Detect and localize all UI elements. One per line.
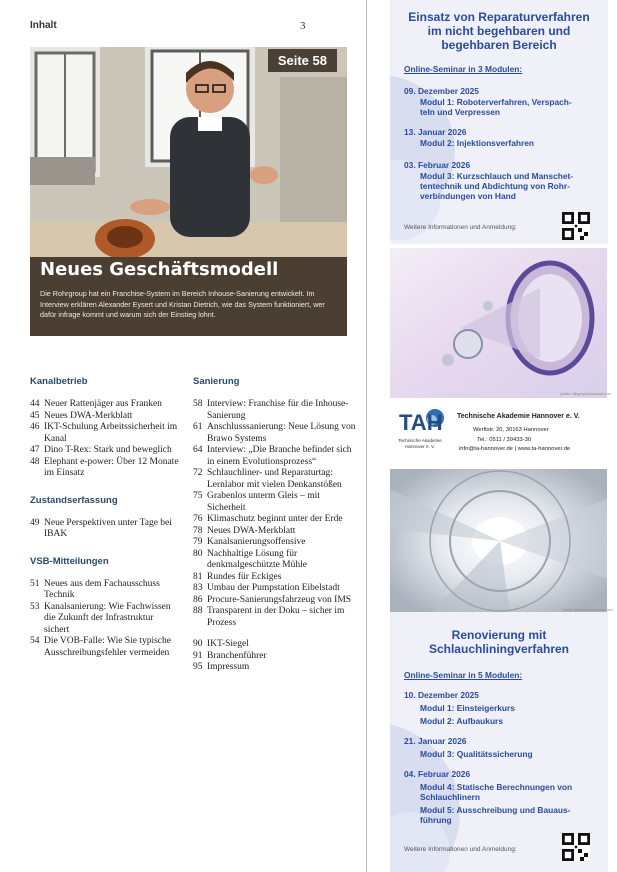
toc-heading: VSB-Mitteilungen [30, 555, 109, 567]
seminar-date: 09. Dezember 2025 [404, 86, 479, 96]
seminar-module: Modul 5: Ausschreibung und Bauaus- führung [420, 805, 571, 825]
ad-subtitle: Online-Seminar in 5 Modulen: [404, 670, 523, 680]
feature-text: Die Rohrgroup hat ein Franchise-System im Bereich Inhouse-Sanierung entwickelt. Im Interview erklären Alexander Eysert und Kristan Dietrich, wie das System funktioniert, wer dafür infrage kommt und warum sich der Einstieg lohnt. [40, 289, 325, 319]
toc-entry[interactable]: 80 Nachhaltige Lösung für denkmalgeschützte Mühle [193, 548, 307, 570]
toc-entry[interactable]: 49 Neue Perspektiven unter Tage bei IBAK [30, 517, 172, 539]
seminar-date: 10. Dezember 2025 [404, 690, 479, 700]
toc-entry[interactable]: 72 Schlauchliner- und Reparaturtag: Lernlabor mit vielen Denkanstößen [193, 468, 342, 490]
more-info-text: Weitere Informationen und Anmeldung: [404, 846, 517, 853]
toc-entry[interactable]: 78 Neues DWA-Merkblatt [193, 525, 296, 536]
toc-entry[interactable]: 54 Die VOB-Falle: Wie Sie typische Ausschreibungsfehler vermeiden [30, 636, 171, 658]
qr-code-icon[interactable] [562, 833, 590, 861]
toc-heading: Sanierung [193, 376, 240, 387]
page-divider [366, 0, 367, 872]
seminar-ad-lining[interactable] [390, 612, 608, 872]
tah-name: Technische Akademie Hannover e. V. [457, 413, 580, 420]
qr-code-icon[interactable] [562, 212, 590, 240]
seminar-module: Modul 3: Kurzschlauch und Manschet- tentechnik und Abdichtung von Rohr- verbindungen von Hand [420, 171, 574, 201]
toc-entry[interactable]: 46 IKT-Schulung Arbeitssicherheit im Kanal [30, 422, 178, 444]
seminar-ad-repair[interactable] [390, 0, 608, 244]
seminar-module: Modul 2: Injektionsverfahren [420, 138, 535, 148]
toc-column-right [193, 376, 358, 674]
ad-title: Renovierung mit Schlauchliningverfahren [428, 628, 570, 656]
feature-teaser[interactable] [30, 47, 347, 336]
seminar-date: 21. Januar 2026 [404, 736, 467, 746]
seminar-module: Modul 2: Aufbaukurs [420, 716, 503, 726]
toc-entry[interactable]: 86 Procure-Sanierungsfahrzeug von IMS [193, 594, 352, 605]
toc-entry[interactable]: 44 Neuer Rattenjäger aus Franken [30, 399, 162, 409]
seminar-module: Modul 3: Qualitätssicherung [420, 749, 533, 759]
toc-entry[interactable]: 45 Neues DWA-Merkblatt [30, 410, 133, 421]
toc-entry[interactable]: 61 Anschlusssanierung: Neue Lösung von Brawo Systems [193, 422, 356, 444]
pipe-liner-image [390, 469, 607, 614]
toc-entry[interactable]: 76 Klimaschutz beginnt unter der Erde [193, 514, 343, 524]
toc-entry[interactable]: 83 Umbau der Pumpstation Eibelstadt [193, 583, 340, 593]
seminar-module: Modul 1: Roboterverfahren, Verspach- teln und Verpressen [420, 97, 572, 117]
tah-address: Werftstr. 20, 30163 Hannover [473, 427, 549, 433]
toc-heading: Zustandserfassung [30, 494, 118, 506]
toc-entry[interactable]: 79 Kanalsanierungsoffensive [193, 537, 306, 547]
seminar-date: 04. Februar 2026 [404, 769, 471, 779]
toc-column-left [30, 376, 180, 659]
section-header: Inhalt [30, 20, 57, 31]
toc-entry[interactable]: 88 Transparent in der Doku – sicher im Prozess [193, 606, 345, 628]
seminar-module: Modul 4: Statische Berechnungen von Schlauchlinern [420, 782, 573, 802]
page-badge: Seite 58 [268, 49, 337, 72]
toc-entry[interactable]: 53 Kanalsanierung: Wie Fachwissen die Zukunft der Infrastruktur sichert [30, 601, 171, 635]
ad-subtitle: Online-Seminar in 3 Modulen: [404, 64, 523, 74]
pipe-robot-image [390, 248, 607, 398]
seminar-date: 03. Februar 2026 [404, 160, 471, 170]
more-info-text: Weitere Informationen und Anmeldung: [404, 224, 517, 231]
feature-title: Neues Geschäftsmodell [40, 259, 279, 280]
seminar-module: Modul 1: Einsteigerkurs [420, 703, 515, 713]
tah-logo-caption: Technische Akademie Hannover e. V. [398, 438, 442, 449]
ad-title: Einsatz von Reparaturverfahren im nicht begehbaren und begehbaren Bereich [408, 10, 590, 52]
toc-entry[interactable]: 51 Neues aus dem Fachausschuss Technik [30, 578, 160, 600]
advertisement-column [380, 0, 617, 872]
toc-entry[interactable]: 48 Elephant e-power: Über 12 Monate im Einsatz [30, 456, 179, 478]
image-credit: Quelle: stingray/adobestock.com [560, 392, 611, 396]
interview-photo [30, 47, 347, 257]
toc-entry[interactable]: 47 Dino T-Rex: Stark und beweglich [30, 445, 172, 455]
seminar-date: 13. Januar 2026 [404, 127, 467, 137]
toc-heading: Kanalbetrieb [30, 376, 88, 387]
tah-phone: Tel.: 0511 / 39433-30 [477, 437, 532, 443]
toc-entry[interactable]: 81 Rundes für Eckiges [193, 571, 282, 582]
toc-entry[interactable]: 91 Branchenführer [193, 650, 267, 661]
tah-contact-link[interactable]: info@ta-hannover.de | www.ta-hannover.de [459, 446, 571, 452]
toc-entry[interactable]: 64 Interview: „Die Branche befindet sich in einem Evolutionsprozess“ [193, 445, 352, 467]
tah-logo-block[interactable] [395, 408, 605, 458]
image-credit: Quelle: Melinda/adobestock.com [562, 608, 613, 612]
page-number: 3 [300, 20, 306, 32]
toc-entry[interactable]: 75 Grabenlos unterm Gleis – mit Sicherheit [193, 491, 320, 513]
tah-logo-text: TAH [399, 410, 443, 435]
toc-entry[interactable]: 90 IKT-Siegel [193, 639, 249, 649]
toc-entry[interactable]: 95 Impressum [193, 662, 250, 672]
toc-entry[interactable]: 58 Interview: Franchise für die Inhouse-Sanierung [193, 399, 349, 421]
